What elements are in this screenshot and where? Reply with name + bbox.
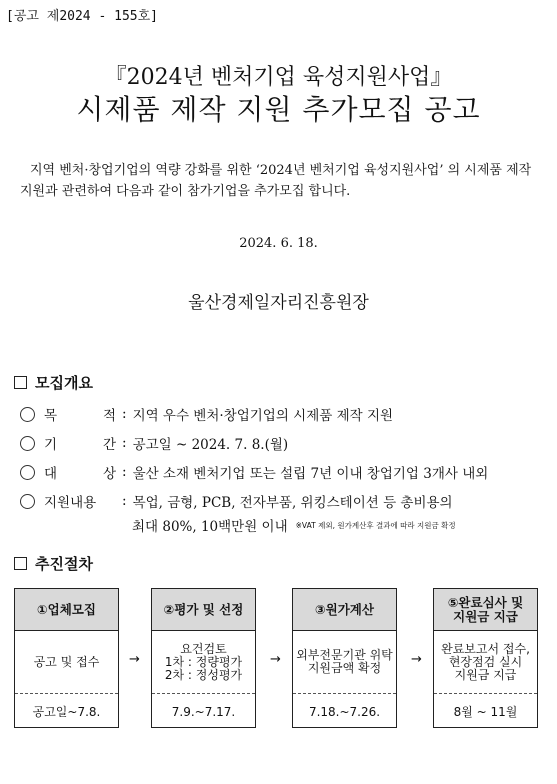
colon: : — [122, 406, 127, 422]
item-value: 목업, 금형, PCB, 전자부품, 위킹스테이션 등 총비용의 — [132, 495, 453, 511]
label-char: 적 — [102, 408, 116, 424]
process-step-4 — [433, 588, 538, 728]
overview-item-support-line2 — [132, 515, 552, 535]
item-value: 공고일 ~ 2024. 7. 8.(월) — [132, 437, 289, 453]
label-char: 간 — [102, 437, 116, 453]
circle-bullet-icon — [20, 407, 35, 422]
process-step-3 — [292, 588, 397, 728]
circle-bullet-icon — [20, 436, 35, 451]
step-title: ⑤완료심사 및 지원금 지급 — [434, 589, 537, 631]
item-label — [44, 433, 116, 453]
process-step-2 — [151, 588, 256, 728]
title-line-2: 시제품 제작 지원 추가모집 공고 — [76, 93, 481, 126]
support-note: ※VAT 제외, 원가계산후 결과에 따라 지원금 확정 — [295, 520, 456, 530]
overview-heading — [14, 372, 93, 393]
process-step-1 — [14, 588, 119, 728]
step-title: ①업체모집 — [15, 589, 118, 631]
item-value-line2: 최대 80%, 10백만원 이내 — [132, 519, 288, 535]
overview-heading-text: 모집개요 — [35, 374, 93, 392]
step-body: 외부전문기관 위탁 지원금액 확정 — [293, 631, 396, 694]
step-period: 7.9.~7.17. — [171, 704, 236, 719]
item-value: 울산 소재 벤처기업 또는 설립 7년 이내 창업기업 3개사 내외 — [132, 466, 489, 482]
intro-paragraph: 지역 벤처·창업기업의 역량 강화를 위한 ‘2024년 벤처기업 육성지원사업’ 의 시제품 제작 지원과 관련하여 다음과 같이 참가기업을 추가모집 합니다. — [20, 163, 532, 199]
step-body: 요건검토 1차 : 정량평가 2차 : 정성평가 — [152, 631, 255, 694]
colon: : — [122, 435, 127, 451]
circle-bullet-icon — [20, 465, 35, 480]
colon: : — [122, 464, 127, 480]
arrow-icon: → — [270, 652, 281, 667]
item-label — [44, 404, 116, 424]
announcement-date: 2024. 6. 18. — [239, 236, 318, 251]
issuing-organization: 울산경제일자리진흥원장 — [188, 293, 369, 313]
square-bullet-icon — [14, 557, 27, 570]
step-period: 7.18.~7.26. — [308, 704, 381, 719]
label-char: 목 — [44, 408, 58, 424]
item-value: 지역 우수 벤처·창업기업의 시제품 제작 지원 — [132, 408, 394, 424]
overview-item-purpose — [20, 404, 545, 424]
overview-item-target — [20, 462, 545, 482]
colon: : — [122, 493, 127, 509]
step-title: ②평가 및 선정 — [152, 589, 255, 631]
label-char: 대 — [44, 466, 58, 482]
item-label — [44, 462, 116, 482]
process-heading — [14, 553, 93, 574]
process-heading-text: 추진절차 — [35, 555, 93, 573]
label-char: 기 — [44, 437, 58, 453]
notice-number: [공고 제2024 - 155호] — [6, 9, 158, 24]
step-period: 공고일~7.8. — [32, 705, 101, 719]
arrow-icon: → — [129, 652, 140, 667]
item-label: 지원내용 — [44, 495, 97, 511]
overview-item-period — [20, 433, 545, 453]
label-char: 상 — [102, 466, 116, 482]
title-line-1: 『2024년 벤처기업 육성지원사업』 — [104, 65, 453, 90]
step-body: 완료보고서 접수, 현장점검 실시 지원금 지급 — [434, 631, 537, 694]
square-bullet-icon — [14, 376, 27, 389]
step-period: 8월 ~ 11월 — [453, 705, 518, 719]
circle-bullet-icon — [20, 494, 35, 509]
arrow-icon: → — [411, 652, 422, 667]
overview-item-support — [20, 491, 545, 511]
step-title: ③원가계산 — [293, 589, 396, 631]
step-body: 공고 및 접수 — [15, 631, 118, 694]
